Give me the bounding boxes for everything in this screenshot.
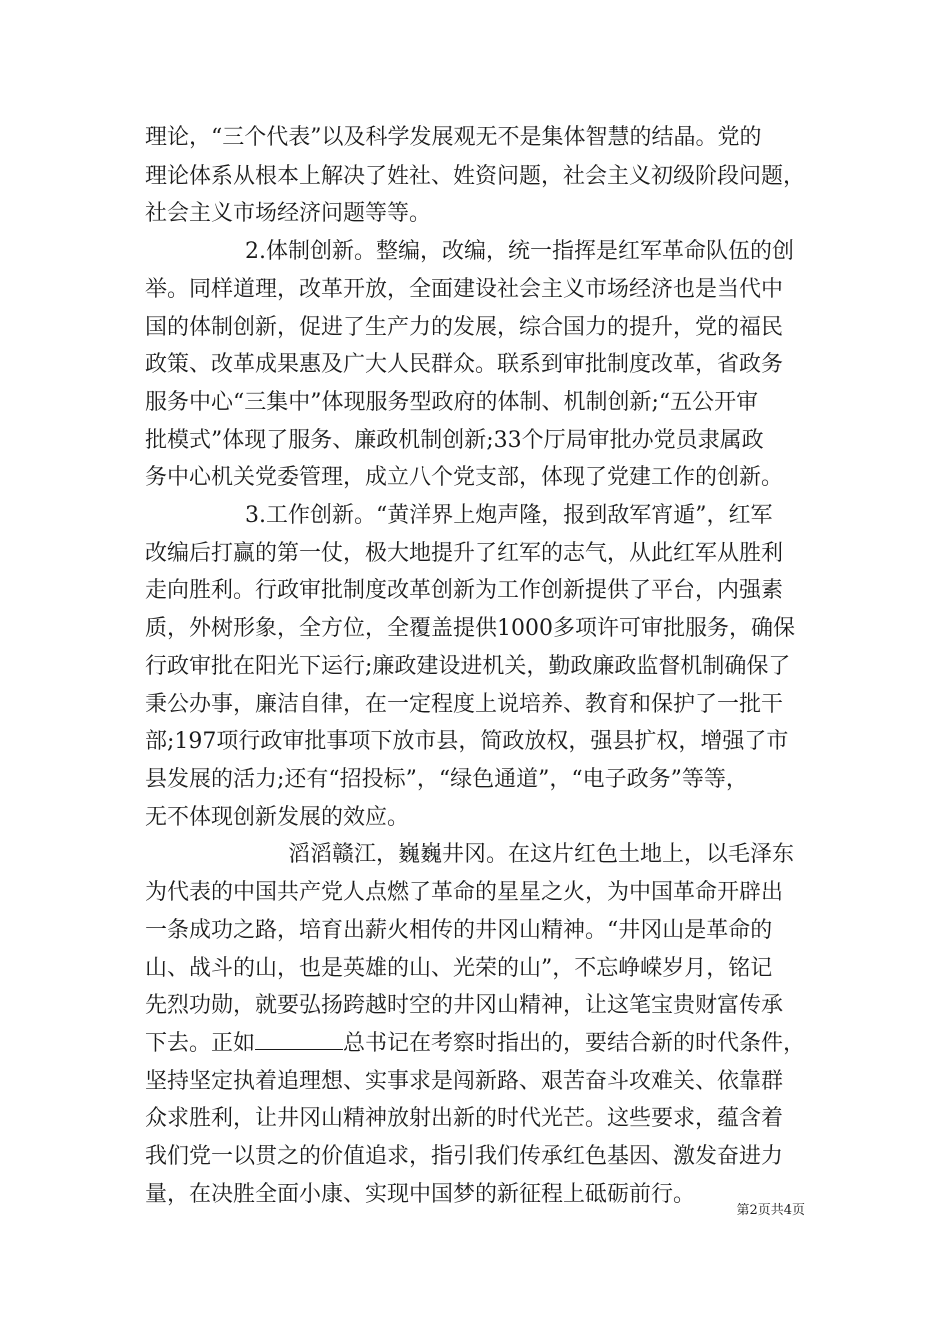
- text-line: 服务中心“三集中”体现服务型政府的体制、机制创新;“五公开审: [145, 390, 759, 415]
- text-line: 批模式”体现了服务、廉政机制创新;33个厅局审批办党员隶属政: [145, 428, 764, 453]
- text-line: 秉公办事，廉洁自律，在一定程度上说培养、教育和保护了一批干: [145, 692, 784, 717]
- text-line-indented: 2.体制创新。整编，改编，统一指挥是红军革命队伍的创: [245, 239, 794, 264]
- text-line-indented: 3.工作创新。“黄洋界上炮声隆，报到敌军宵遁”，红军: [245, 503, 773, 528]
- text-line: 无不体现创新发展的效应。: [145, 805, 410, 830]
- text-line-indented: 滔滔赣江，巍巍井冈。在这片红色土地上，以毛泽东: [288, 842, 795, 867]
- text-line: 理论，“三个代表”以及科学发展观无不是集体智慧的结晶。党的: [145, 125, 762, 150]
- text-line-with-blank: [145, 1029, 805, 1059]
- text-line: 众求胜利，让井冈山精神放射出新的时代光芒。这些要求，蕴含着: [145, 1106, 784, 1131]
- text-line: 坚持坚定执着追理想、实事求是闯新路、艰苦奋斗攻难关、依靠群: [145, 1069, 784, 1094]
- text-line: 社会主义市场经济问题等等。: [145, 201, 432, 226]
- text-line: 举。同样道理，改革开放，全面建设社会主义市场经济也是当代中: [145, 277, 784, 302]
- fill-in-blank: [255, 1031, 343, 1050]
- text-segment: 下去。正如: [145, 1031, 256, 1056]
- text-line: 部;197项行政审批事项下放市县，简政放权，强县扩权，增强了市: [145, 729, 789, 754]
- text-line: 改编后打赢的第一仗，极大地提升了红军的志气，从此红军从胜利: [145, 541, 784, 566]
- text-line: 为代表的中国共产党人点燃了革命的星星之火，为中国革命开辟出: [145, 880, 784, 905]
- text-line: 国的体制创新，促进了生产力的发展，综合国力的提升，党的福民: [145, 315, 784, 340]
- text-segment: 总书记在考察时指出的，要结合新的时代条件，: [343, 1031, 806, 1056]
- text-line: 务中心机关党委管理，成立八个党支部，体现了党建工作的创新。: [145, 465, 784, 490]
- text-line: 政策、改革成果惠及广大人民群众。联系到审批制度改革，省政务: [145, 352, 784, 377]
- text-line: 县发展的活力;还有“招投标”，“绿色通道”，“电子政务”等等，: [145, 767, 748, 792]
- text-line: 走向胜利。行政审批制度改革创新为工作创新提供了平台，内强素: [145, 578, 784, 603]
- text-line: 山、战斗的山，也是英雄的山、光荣的山”，不忘峥嵘岁月，铭记: [145, 956, 773, 981]
- text-line: 量，在决胜全面小康、实现中国梦的新征程上砥砺前行。: [145, 1182, 696, 1207]
- text-line: 先烈功勋，就要弘扬跨越时空的井冈山精神，让这笔宝贵财富传承: [145, 993, 784, 1018]
- text-line: 质，外树形象，全方位，全覆盖提供1000多项许可审批服务，确保: [145, 616, 795, 641]
- text-line: 理论体系从根本上解决了姓社、姓资问题，社会主义初级阶段问题，: [145, 164, 806, 189]
- text-line: 我们党一以贯之的价值追求，指引我们传承红色基因、激发奋进力: [145, 1144, 784, 1169]
- page-number-footer: 第2页共4页: [736, 1203, 805, 1218]
- text-line: 行政审批在阳光下运行;廉政建设进机关，勤政廉政监督机制确保了: [145, 654, 791, 679]
- text-line: 一条成功之路，培育出薪火相传的井冈山精神。“井冈山是革命的: [145, 918, 773, 943]
